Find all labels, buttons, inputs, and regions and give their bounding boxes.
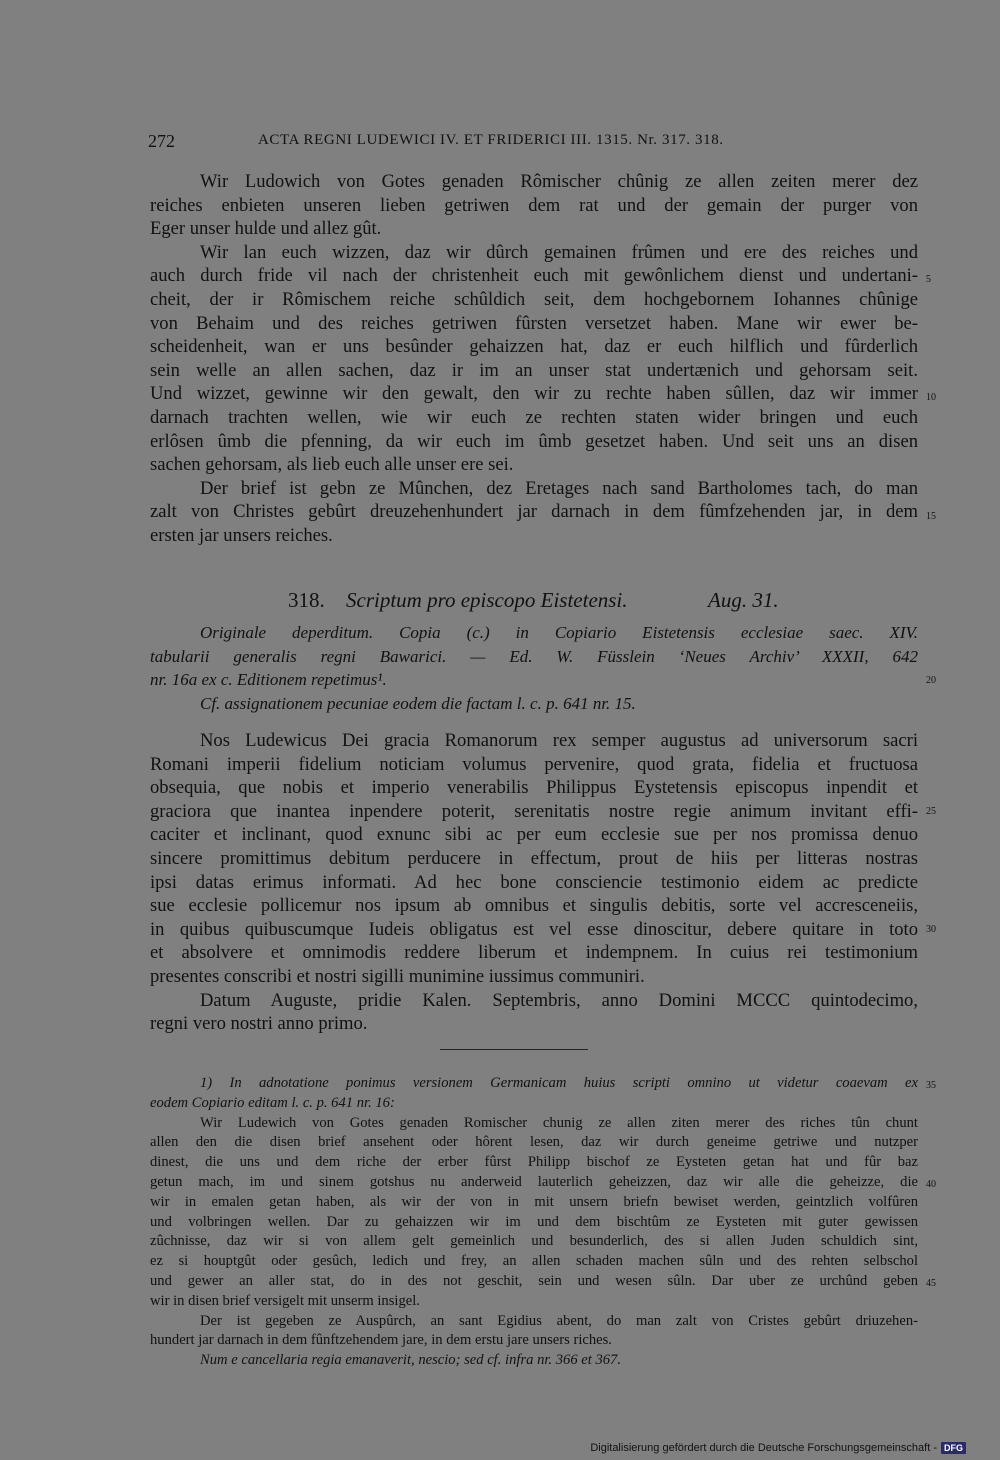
footnote-line: eodem Copiario editam l. c. p. 641 nr. 16: (150, 1094, 395, 1111)
text-line: auch durch fride vil nach der christenheit euch mit gewônlichem dienst und undertani- (150, 265, 918, 287)
footnote-line: 1) In adnotatione ponimus versionem Germanicam huius scripti omnino ut videtur coaevam ex (200, 1075, 918, 1091)
text-line: Wir Ludowich von Gotes genaden Rômischer chûnig ze allen zeiten merer dez (200, 171, 918, 192)
margin-line-number: 45 (926, 1278, 936, 1289)
document-318-text (150, 729, 918, 1036)
text-line: Eger unser hulde und allez gût. (150, 218, 382, 240)
text-line: von Behaim und des reiches getriwen fûrsten versetzet haben. Mane wir ewer be- (150, 312, 918, 334)
text-line: sue ecclesie pollicemur nos ipsum ab omnibus et singulis debitis, sorte vel accresceneiis, (150, 895, 918, 917)
footnote (150, 1074, 918, 1371)
running-title: ACTA REGNI LUDEWICI IV. ET FRIDERICI III. 1315. Nr. 317. 318. (258, 132, 724, 148)
note-line: Cf. assignationem pecuniae eodem die factam l. c. p. 641 nr. 15. (200, 693, 636, 713)
text-line: regni vero nostri anno primo. (150, 1013, 368, 1035)
margin-line-number: 40 (926, 1179, 936, 1190)
note-line: nr. 16a ex c. Editionem repetimus¹. (150, 670, 387, 690)
digitization-credit (590, 1440, 966, 1456)
text-line: caciter et inclinant, quod exnunc sibi ac per eum ecclesie sue per nos promissa denuo (150, 824, 918, 846)
text-line: presentes conscribi et nostri sigilli munimine iussimus communiri. (150, 965, 645, 987)
text-line: obsequia, que nobis et imperio venerabilis Philippus Eystetensis episcopus inpendit et (150, 777, 918, 799)
page-number: 272 (148, 131, 175, 151)
footnote-line: Wir Ludewich von Gotes genaden Romischer chunig ze allen ziten merer des riches tûn chunt (200, 1114, 918, 1131)
margin-line-number: 35 (926, 1080, 936, 1091)
text-line: sincere promittimus debitum perducere in effectum, prout de hiis per litteras nostras (150, 847, 918, 869)
text-line: reiches enbieten unseren lieben getriwen dem rat und der gemain der purger von (150, 194, 918, 216)
text-line: erlôsen ûmb die pfenning, da wir euch im ûmb gesetzet haben. Und seit uns an disen (150, 430, 918, 452)
text-line: Datum Auguste, pridie Kalen. Septembris, anno Domini MCCC quintodecimo, (200, 989, 918, 1011)
text-line: Wir lan euch wizzen, daz wir dûrch gemainen frûmen und ere des reiches und (200, 241, 918, 263)
text-line: zalt von Christes gebûrt dreuzehenhundert jar darnach in dem fûmfzehenden jar, in dem (150, 501, 918, 523)
footnote-line: ez si houptgût oder gesûch, ledich und frey, an allen schaden machen sûln und des rehten selbschol (150, 1253, 918, 1270)
text-line: graciora que inantea inpendere poterit, serenitatis nostre regie animum invitant effi- (150, 800, 918, 822)
text-line: in quibus quibuscumque Iudeis obligatus est vel esse dinoscitur, debere quitare in toto (150, 918, 918, 940)
margin-line-number: 20 (926, 675, 936, 686)
footnote-line: getun mach, im und sinem gotshus nu anderweid lauterlich geheizzen, daz wir alle die geheizze, die (150, 1173, 918, 1190)
footnote-line: und volbringen wellen. Dar zu gehaizzen wir im und dem bischtûm ze Eysteten mit guter gewissen (150, 1213, 918, 1230)
footnote-line: wir in emalen getan haben, als wir der von in mit unsern briefn bewiset werden, geintzlich volfûren (150, 1193, 918, 1210)
margin-line-number: 25 (926, 806, 936, 817)
document-318-heading (150, 587, 918, 613)
footnote-line: und gewer an aller stat, do in des not geschit, sein und wesen sûln. Dar uber ze urchûnd geben (150, 1272, 918, 1289)
footnote-line: allen den die disen brief ansehent oder hôrent lesen, daz wir durch geneime getriwe und nutzper (150, 1134, 918, 1151)
text-line: sachen gehorsam, als lieb euch alle unser ere sei. (150, 454, 514, 476)
text-line: scheidenheit, wan er uns besûnder gehaizzen hat, daz er euch hilflich und fûrderlich (150, 336, 918, 358)
footnote-line: zûchnisse, daz wir si von allem gelt gemeinlich und besunderlich, des si allen Juden schuldich sint, (150, 1233, 918, 1250)
footnote-line: Num e cancellaria regia emanaverit, nescio; sed cf. infra nr. 366 et 367. (200, 1352, 621, 1369)
text-line: ipsi datas erimus informati. Ad hec bone consciencie testimonio eidem ac predicte (150, 871, 918, 893)
note-line: Originale deperditum. Copia (c.) in Copiario Eistetensis ecclesiae saec. XIV. (200, 623, 918, 642)
text-line: Der brief ist gebn ze Mûnchen, dez Eretages nach sand Bartholomes tach, do man (200, 477, 918, 499)
running-head (148, 131, 918, 155)
text-line: sein welle an allen sachen, daz ir im an unser stat undertænich und gehorsam seit. (150, 359, 918, 381)
text-line: Romani imperii fidelium noticiam volumus pervenire, quod grata, fidelia et fructuosa (150, 753, 918, 775)
margin-line-number: 10 (926, 392, 936, 403)
text-line: Nos Ludewicus Dei gracia Romanorum rex semper augustus ad universorum sacri (200, 730, 918, 751)
text-line: darnach trachten wellen, wie wir euch ze rechten staten wider bringen und euch (150, 406, 918, 428)
note-line: tabularii generalis regni Bawarici. — Ed. W. Füsslein ‘Neues Archiv’ XXXII, 642 (150, 646, 918, 666)
footnote-line: dinest, die uns und dem riche der erber fûrst Philipp bischof ze Eysteten getan hat und fûr baz (150, 1154, 918, 1171)
document-318-notes (150, 621, 918, 715)
document-317-text (150, 170, 918, 548)
text-line: cheit, der ir Rômischem reiche schûldich seit, dem hochgebornem Iohannes chûnige (150, 288, 918, 310)
dfg-logo: DFG (941, 1442, 966, 1454)
footnote-divider (440, 1049, 588, 1050)
margin-line-number: 5 (926, 274, 931, 285)
margin-line-number: 15 (926, 511, 936, 522)
text-line: ersten jar unsers reiches. (150, 524, 333, 546)
credit-text: Digitalisierung gefördert durch die Deutsche Forschungsgemeinschaft - (590, 1442, 937, 1454)
footnote-line: hundert jar darnach in dem fûnftzehendem jare, in dem erstu jare unsers riches. (150, 1332, 612, 1349)
document-number: 318. (288, 588, 325, 612)
text-line: Und wizzet, gewinne wir den gewalt, den wir zu rechte haben sûllen, daz wir immer (150, 383, 918, 405)
document-date: Aug. 31. (708, 588, 779, 612)
margin-line-number: 30 (926, 924, 936, 935)
footnote-line: Der ist gegeben ze Auspûrch, an sant Egidius abent, do man zalt von Cristes gebûrt driuzehen- (200, 1312, 918, 1329)
text-line: et absolvere et omnimodis reddere liberum et indempnem. In cuius rei testimonium (150, 942, 918, 964)
footnote-line: wir in disen brief versigelt mit unserm insigel. (150, 1292, 420, 1309)
document-title: Scriptum pro episcopo Eistetensi. (346, 588, 628, 612)
